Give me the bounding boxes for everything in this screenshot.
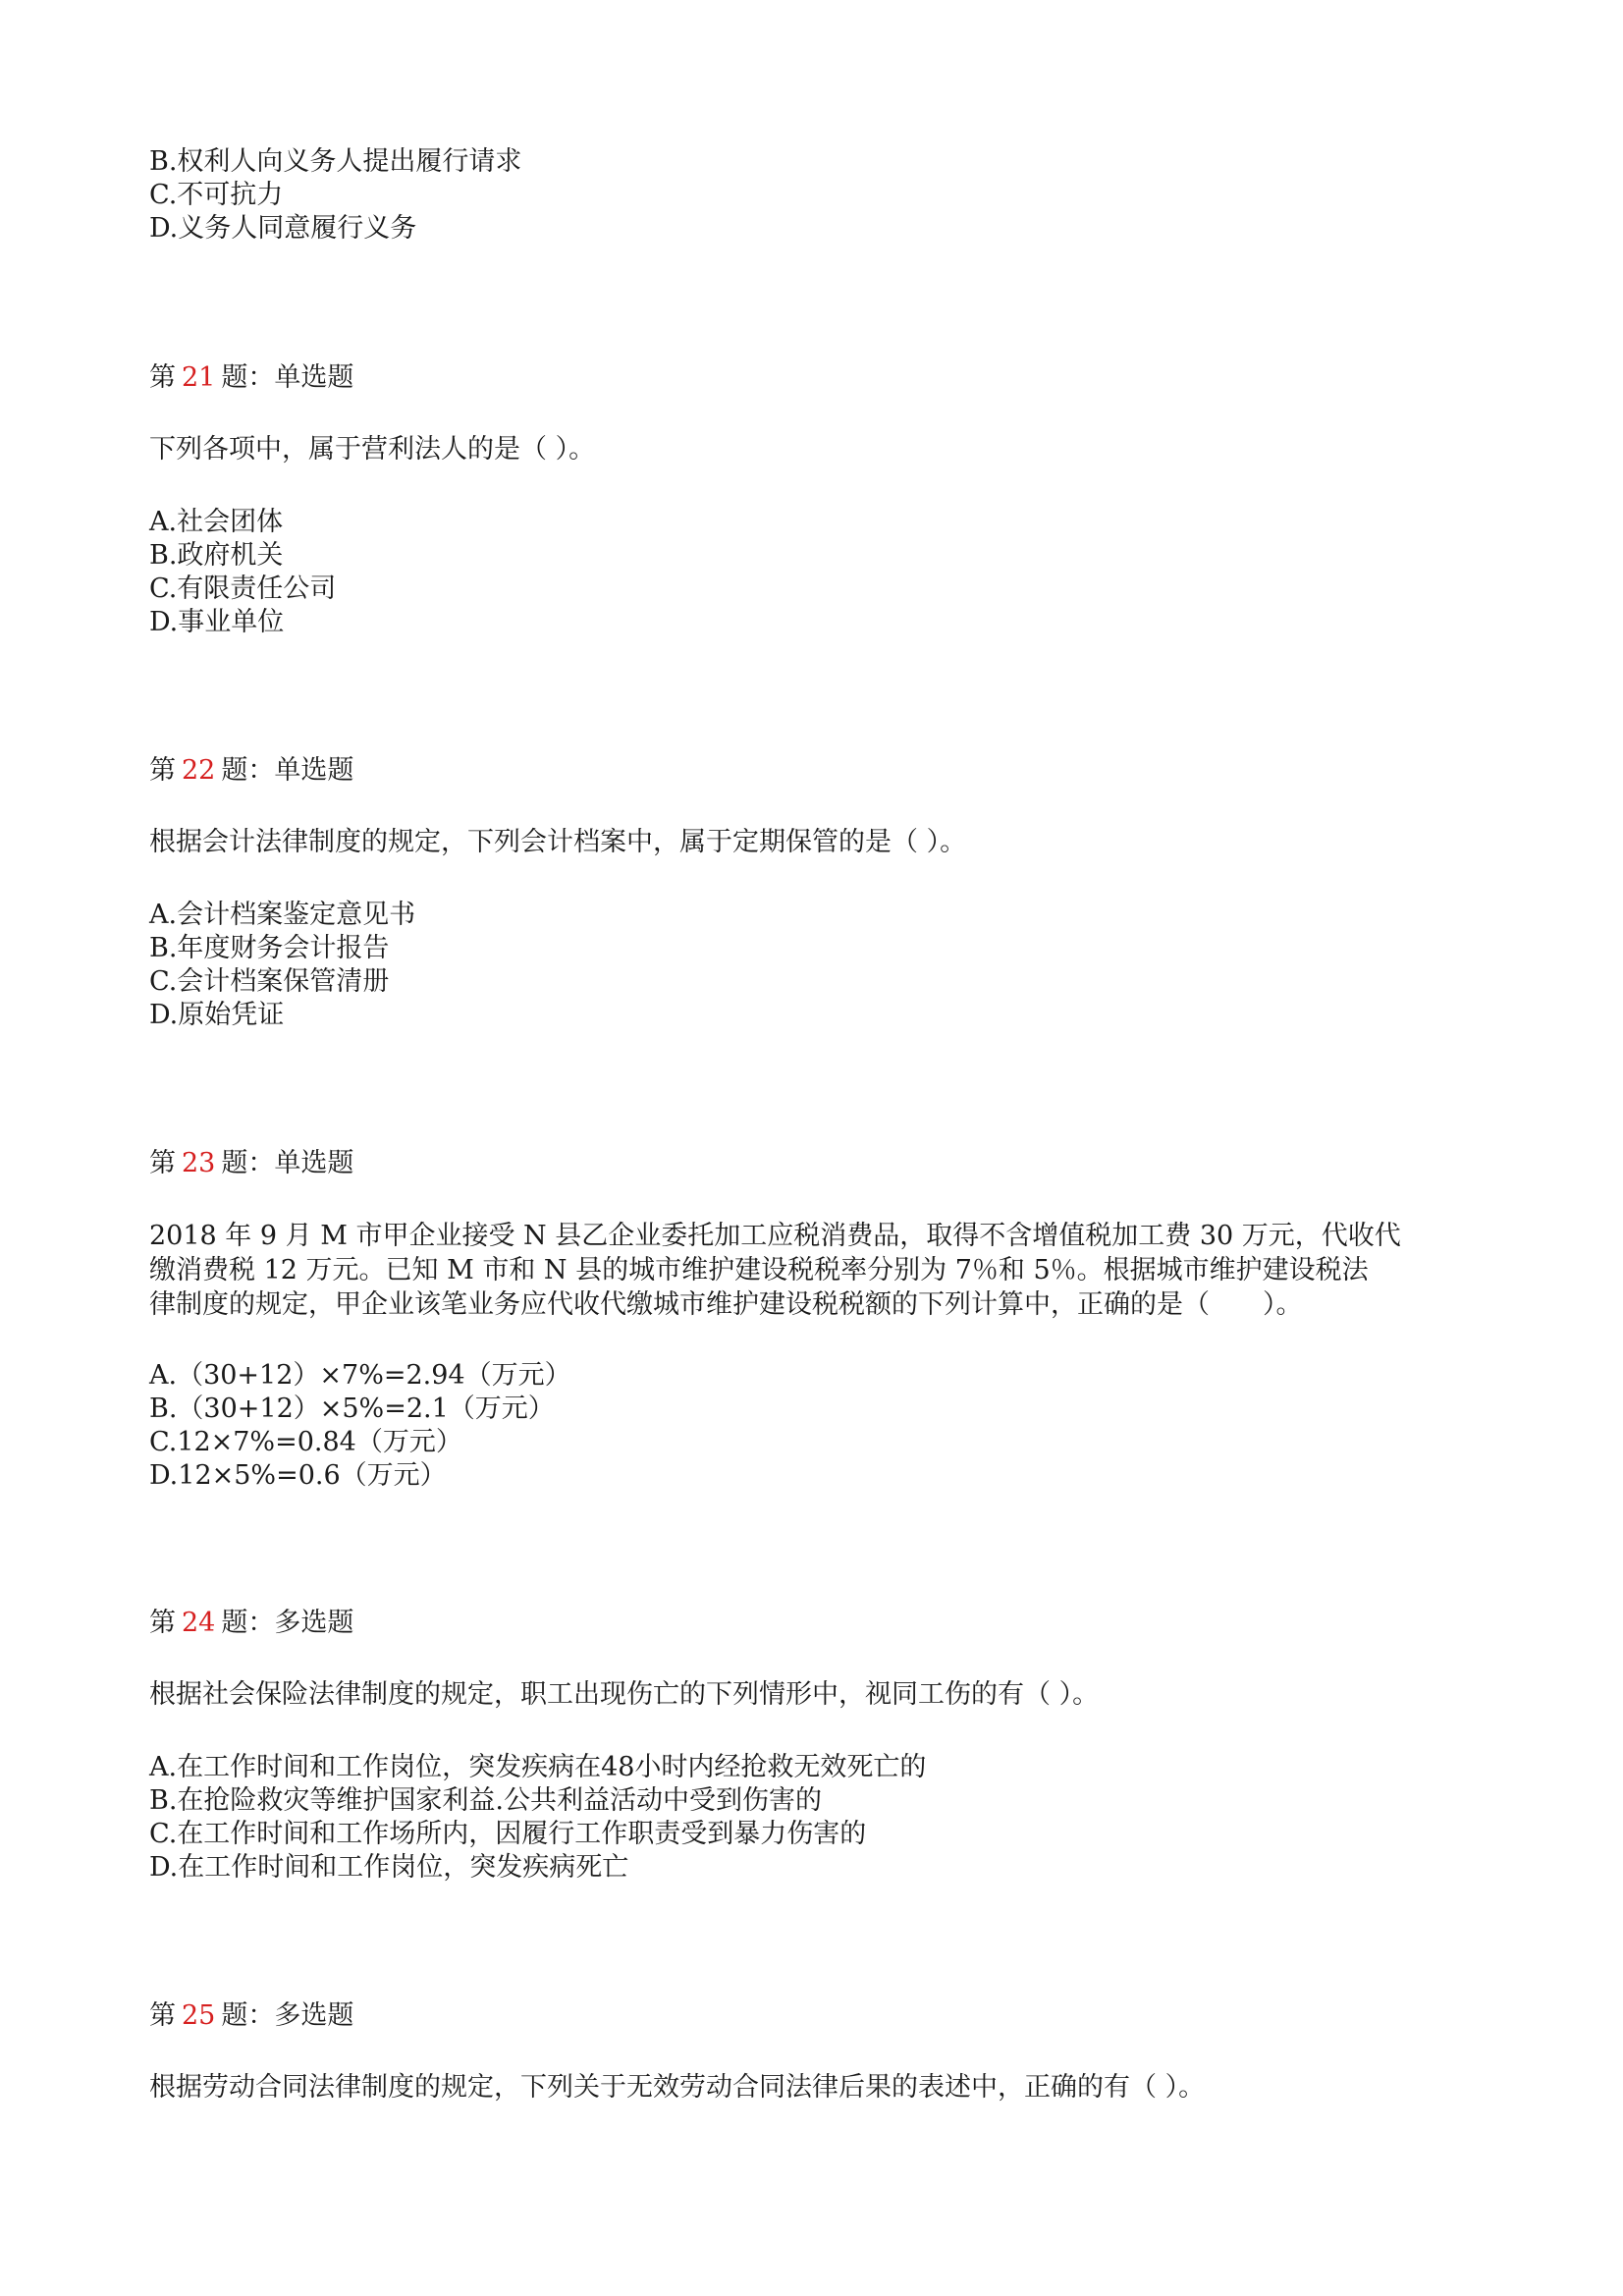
question-24-option-c: C.在工作时间和工作场所内，因履行工作职责受到暴力伤害的 bbox=[149, 1819, 867, 1849]
question-21-stem: 下列各项中，属于营利法人的是（ ）。 bbox=[149, 434, 596, 465]
question-number: 25 bbox=[182, 2000, 216, 2031]
question-prefix: 第 bbox=[149, 362, 176, 393]
question-22-stem: 根据会计法律制度的规定，下列会计档案中，属于定期保管的是（ ）。 bbox=[149, 827, 967, 857]
question-23-option-c: C.12×7%=0.84（万元） bbox=[149, 1427, 462, 1457]
question-23-option-b: B.（30+12）×5%=2.1（万元） bbox=[149, 1394, 555, 1424]
question-type: 题：单选题 bbox=[221, 755, 354, 786]
prev-option-b: B.权利人向义务人提出履行请求 bbox=[149, 146, 522, 177]
stem-line: 缴消费税 12 万元。已知 M 市和 N 县的城市维护建设税税率分别为 7％和 5％。根据城市维护建设税法 bbox=[149, 1255, 1369, 1285]
question-24-option-b: B.在抢险救灾等维护国家利益.公共利益活动中受到伤害的 bbox=[149, 1785, 823, 1816]
question-prefix: 第 bbox=[149, 2000, 176, 2031]
question-21-option-b: B.政府机关 bbox=[149, 540, 284, 571]
question-21-option-c: C.有限责任公司 bbox=[149, 574, 337, 604]
question-22-option-b: B.年度财务会计报告 bbox=[149, 933, 390, 963]
question-22-option-a: A.会计档案鉴定意见书 bbox=[149, 900, 416, 930]
question-prefix: 第 bbox=[149, 1608, 176, 1638]
question-type: 题：多选题 bbox=[221, 2000, 354, 2031]
question-type: 题：单选题 bbox=[221, 1148, 354, 1178]
question-23-heading bbox=[149, 1147, 353, 1180]
question-23-stem bbox=[149, 1219, 1485, 1322]
question-24-heading bbox=[149, 1607, 353, 1640]
question-21-heading bbox=[149, 361, 353, 395]
question-22-option-d: D.原始凭证 bbox=[149, 1000, 285, 1030]
question-23-option-d: D.12×5%=0.6（万元） bbox=[149, 1460, 447, 1491]
question-24-option-d: D.在工作时间和工作岗位，突发疾病死亡 bbox=[149, 1852, 629, 1883]
stem-line: 2018 年 9 月 M 市甲企业接受 N 县乙企业委托加工应税消费品，取得不含增值税加工费 30 万元，代收代 bbox=[149, 1221, 1401, 1251]
question-24-stem: 根据社会保险法律制度的规定，职工出现伤亡的下列情形中，视同工伤的有（ ）。 bbox=[149, 1679, 1100, 1710]
question-22-heading bbox=[149, 754, 353, 788]
stem-line: 律制度的规定，甲企业该笔业务应代收代缴城市维护建设税税额的下列计算中，正确的是（ ）。 bbox=[149, 1289, 1303, 1320]
question-type: 题：单选题 bbox=[221, 362, 354, 393]
question-24-option-a: A.在工作时间和工作岗位，突发疾病在48小时内经抢救无效死亡的 bbox=[149, 1752, 927, 1782]
question-number: 24 bbox=[182, 1608, 216, 1638]
prev-option-d: D.义务人同意履行义务 bbox=[149, 213, 417, 244]
prev-option-c: C.不可抗力 bbox=[149, 180, 284, 210]
question-number: 21 bbox=[182, 362, 216, 393]
question-21-option-d: D.事业单位 bbox=[149, 607, 285, 637]
question-25-heading bbox=[149, 1999, 353, 2033]
question-25-stem: 根据劳动合同法律制度的规定，下列关于无效劳动合同法律后果的表述中，正确的有（ ）。 bbox=[149, 2072, 1206, 2103]
question-number: 22 bbox=[182, 755, 216, 786]
question-23-option-a: A.（30+12）×7%=2.94（万元） bbox=[149, 1360, 571, 1391]
question-type: 题：多选题 bbox=[221, 1608, 354, 1638]
question-22-option-c: C.会计档案保管清册 bbox=[149, 966, 390, 997]
question-prefix: 第 bbox=[149, 755, 176, 786]
question-number: 23 bbox=[182, 1148, 216, 1178]
question-prefix: 第 bbox=[149, 1148, 176, 1178]
question-21-option-a: A.社会团体 bbox=[149, 507, 284, 537]
